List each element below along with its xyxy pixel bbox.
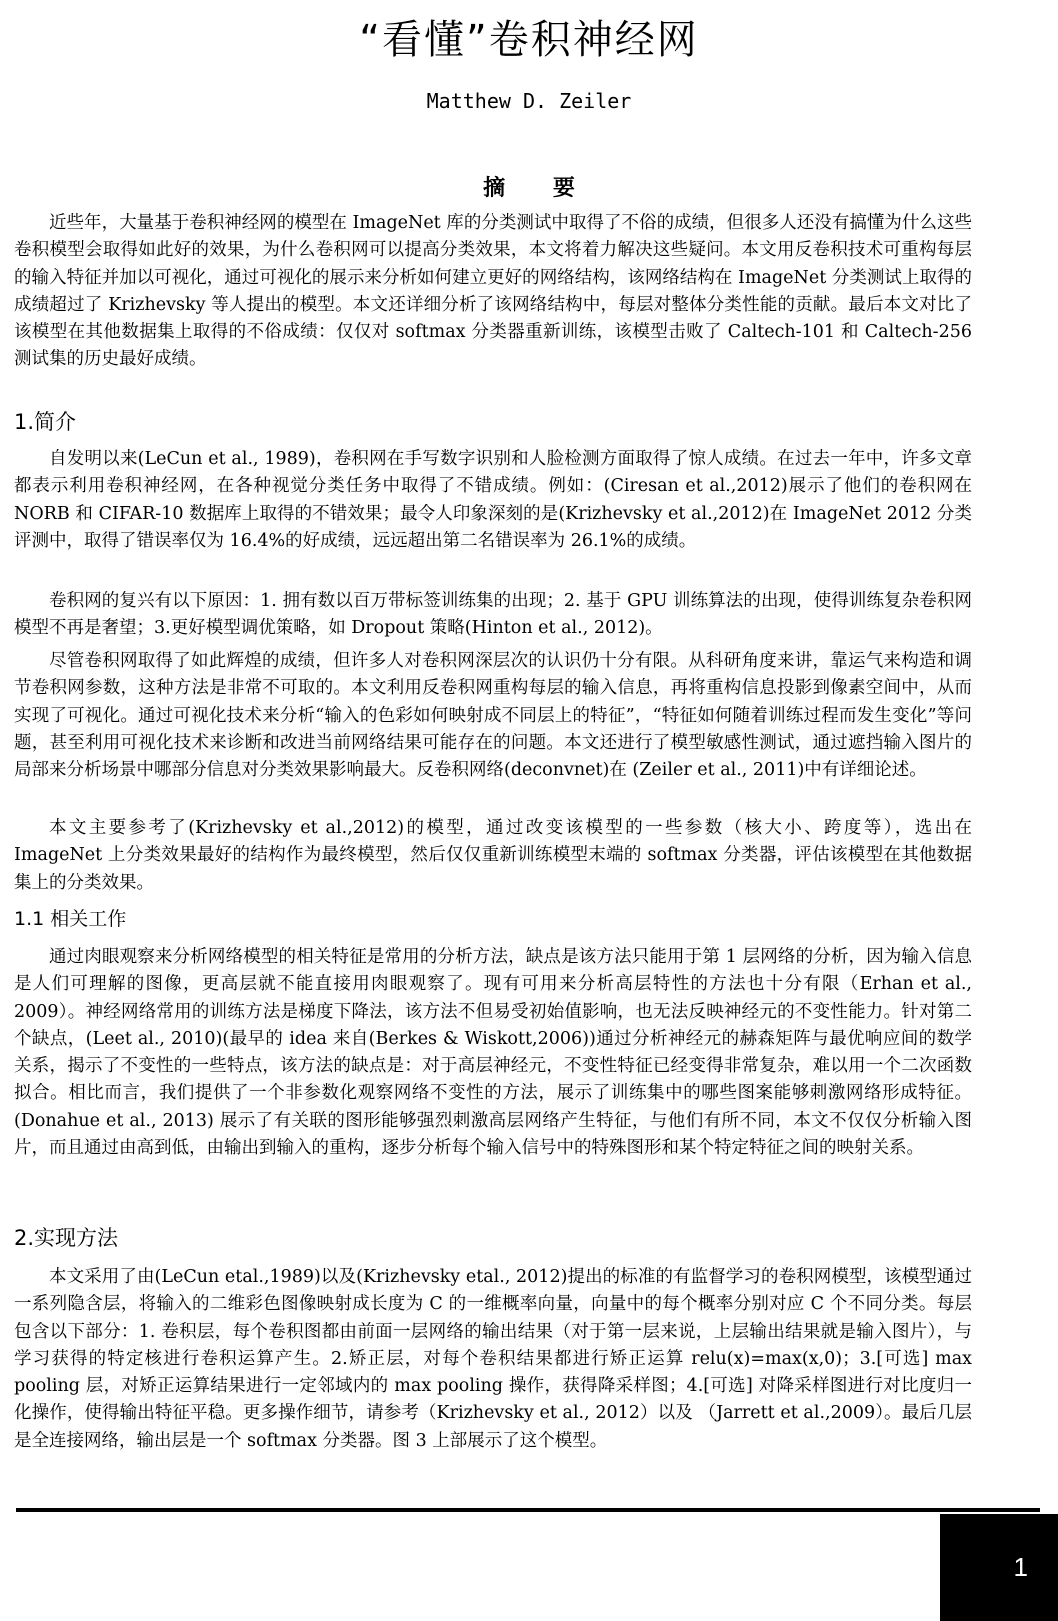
intro-paragraph-4: 本文主要参考了(Krizhevsky et al.,2012)的模型，通过改变该模型的一些参数（核大小、跨度等），选出在 ImageNet 上分类效果最好的结构作为最终模型，然后仅仅重新训练模型末端的 softmax 分类器，评估该模型在其他数据集上的分类效果。 [14, 818, 972, 893]
intro-paragraph-2: 卷积网的复兴有以下原因：1. 拥有数以百万带标签训练集的出现；2. 基于 GPU 训练算法的出现，使得训练复杂卷积网模型不再是奢望；3.更好模型调优策略，如 Dropout 策略(Hinton et al., 2012)。 [14, 591, 972, 639]
section-heading-related-work: 1.1 相关工作 [14, 908, 127, 930]
method-paragraph: 本文采用了由(LeCun etal.,1989)以及(Krizhevsky etal., 2012)提出的标准的有监督学习的卷积网模型，该模型通过一系列隐含层，将输入的二维彩色图像映射成长度为 C 的一维概率向量，向量中的每个概率分别对应 C 个不同分类。每层包含以下部分：1. 卷积层，每个卷积图都由前面一层网络的输出结果（对于第一层来说，上层输出结果就是输入图片），与学习获得的特定核进行卷积运算产生。2.矫正层，对每个卷积结果都进行矫正运算 relu(x)=max(x,0)；3.[可选] max pooling 层，对矫正运算结果进行一定邻域内的 max pooling 操作，获得降采样图；4.[可选] 对降采样图进行对比度归一化操作，使得输出特征平稳。更多操作细节，请参考（Krizhevsky et al., 2012）以及 （Jarrett et al.,2009）。最后几层是全连接网络，输出层是一个 softmax 分类器。图 3 上部展示了这个模型。 [14, 1267, 972, 1451]
abstract-text: 近些年，大量基于卷积神经网的模型在 ImageNet 库的分类测试中取得了不俗的成绩，但很多人还没有搞懂为什么这些卷积模型会取得如此好的效果，为什么卷积网可以提高分类效果，本文将着力解决这些疑问。本文用反卷积技术可重构每层的输入特征并加以可视化，通过可视化的展示来分析如何建立更好的网络结构，该网络结构在 ImageNet 分类测试上取得的成绩超过了 Krizhevsky 等人提出的模型。本文还详细分析了该网络结构中，每层对整体分类性能的贡献。最后本文对比了该模型在其他数据集上取得的不俗成绩：仅仅对 softmax 分类器重新训练，该模型击败了 Caltech-101 和 Caltech-256 测试集的历史最好成绩。 [14, 213, 972, 370]
section-heading-method: 2.实现方法 [14, 1226, 119, 1250]
intro-paragraph-1: 自发明以来(LeCun et al., 1989)，卷积网在手写数字识别和人脸检测方面取得了惊人成绩。在过去一年中，许多文章都表示利用卷积神经网，在各种视觉分类任务中取得了不错成绩。例如：(Ciresan et al.,2012)展示了他们的卷积网在 NORB 和 CIFAR-10 数据库上取得的不错效果；最令人印象深刻的是(Krizhevsky et al.,2012)在 ImageNet 2012 分类评测中，取得了错误率仅为 16.4%的好成绩，远远超出第二名错误率为 26.1%的成绩。 [14, 449, 972, 551]
footer-rule [16, 1508, 1040, 1512]
related-work-paragraph: 通过肉眼观察来分析网络模型的相关特征是常用的分析方法，缺点是该方法只能用于第 1 层网络的分析，因为输入信息是人们可理解的图像，更高层就不能直接用肉眼观察了。现有可用来分析高层特性的方法也十分有限（Erhan et al., 2009）。神经网络常用的训练方法是梯度下降法，该方法不但易受初始值影响，也无法反映神经元的不变性能力。针对第二个缺点，(Leet al., 2010)(最早的 idea 来自(Berkes & Wiskott,2006))通过分析神经元的赫森矩阵与最优响应间的数学关系，揭示了不变性的一些特点，该方法的缺点是：对于高层神经元，不变性特征已经变得非常复杂，难以用一个二次函数拟合。相比而言，我们提供了一个非参数化观察网络不变性的方法，展示了训练集中的哪些图案能够刺激网络形成特征。(Donahue et al., 2013) 展示了有关联的图形能够强烈刺激高层网络产生特征，与他们有所不同，本文不仅仅分析输入图片，而且通过由高到低，由输出到输入的重构，逐步分析每个输入信号中的特殊图形和某个特定特征之间的映射关系。 [14, 947, 972, 1159]
section-heading-intro: 1.简介 [14, 410, 77, 434]
author-name: Matthew D. Zeiler [426, 89, 632, 113]
abstract-heading: 摘 要 [483, 176, 595, 201]
page-number: 1 [940, 1514, 1058, 1621]
intro-paragraph-3: 尽管卷积网取得了如此辉煌的成绩，但许多人对卷积网深层次的认识仍十分有限。从科研角度来讲，靠运气来构造和调节卷积网参数，这种方法是非常不可取的。本文利用反卷积网重构每层的输入信息，再将重构信息投影到像素空间中，从而实现了可视化。通过可视化技术来分析“输入的色彩如何映射成不同层上的特征”，“特征如何随着训练过程而发生变化”等问题，甚至利用可视化技术来诊断和改进当前网络结果可能存在的问题。本文还进行了模型敏感性测试，通过遮挡输入图片的局部来分析场景中哪部分信息对分类效果影响最大。反卷积网络(deconvnet)在 (Zeiler et al., 2011)中有详细论述。 [14, 651, 972, 781]
paper-title: “看懂”卷积神经网 [359, 17, 699, 63]
